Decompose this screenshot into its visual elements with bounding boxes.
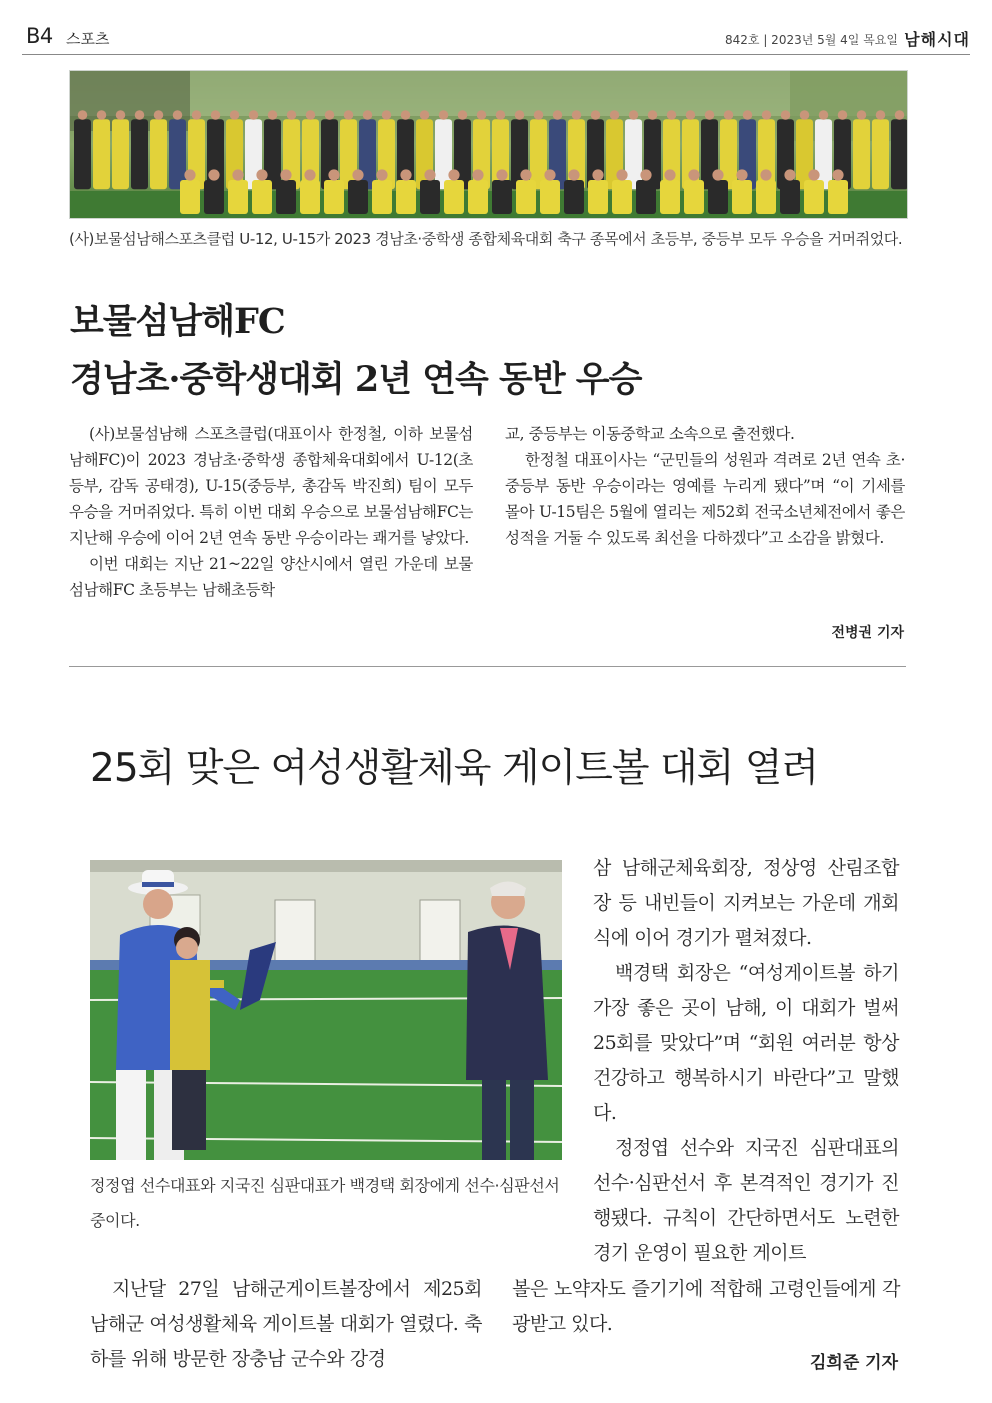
paragraph: 삼 남해군체육회장, 정상영 산림조합장 등 내빈들이 지켜보는 가운데 개회식에 이어 경기가 펼쳐졌다. (593, 857, 899, 949)
paragraph: 정정엽 선수와 지국진 심판대표의 선수·심판선서 후 본격적인 경기가 진행됐다. 규칙이 간단하면서도 노련한 경기 운영이 필요한 게이트 (593, 1137, 899, 1264)
team-group-photo (69, 70, 908, 219)
paragraph: 볼은 노약자도 즐기기에 적합해 고령인들에게 각광받고 있다. (512, 1278, 900, 1335)
section-name: 스포츠 (66, 30, 110, 48)
photo-caption: 정정엽 선수대표와 지국진 심판대표가 백경택 회장에게 선수·심판선서 중이다. (90, 1176, 560, 1230)
paragraph: 교, 중등부는 이동중학교 소속으로 출전했다. (505, 425, 795, 443)
issue-info: 842호 | 2023년 5월 4일 목요일 (725, 33, 898, 47)
paragraph: 지난달 27일 남해군게이트볼장에서 제25회 남해군 여성생활체육 게이트볼 대회가 열렸다. 축하를 위해 방문한 장충남 군수와 강경 (90, 1278, 482, 1370)
oath-ceremony-photo (90, 860, 562, 1160)
paragraph: (사)보물섬남해 스포츠클럽(대표이사 한정철, 이하 보물섬남해FC)이 2023 경남초·중학생 종합체육대회에서 U-12(초등부, 감독 공태경), U-15(중등부, 총감독 박진희) 팀이 모두 우승을 거머쥐었다. 특히 이번 대회 우승으로 보물섬남해FC는 지난해 우승에 이어 2년 연속 동반 우승이라는 쾌거를 낳았다. (69, 425, 473, 547)
article-column-bottom-right (512, 1272, 900, 1342)
article-column-2 (505, 421, 905, 551)
paragraph: 이번 대회는 지난 21~22일 양산시에서 열린 가운데 보물섬남해FC 초등부는 남해초등학 (69, 555, 473, 599)
photo-caption: (사)보물섬남해스포츠클럽 U-12, U-15가 2023 경남초·중학생 종합체육대회 축구 종목에서 초등부, 중등부 모두 우승을 거머쥐었다. (69, 230, 903, 248)
article-subheadline: 경남초·중학생대회 2년 연속 동반 우승 (70, 359, 642, 400)
reporter-byline: 전병권 기자 (831, 625, 904, 641)
newspaper-logo: 남해시대 (904, 30, 970, 49)
article-column-1 (69, 421, 473, 603)
article-headline: 보물섬남해FC (70, 301, 285, 342)
paragraph: 백경택 회장은 “여성게이트볼 하기 가장 좋은 곳이 남해, 이 대회가 벌써 25회를 맞았다”며 “회원 여러분 항상 건강하고 행복하시기 바란다”고 말했다. (593, 962, 899, 1124)
article-divider (69, 666, 906, 667)
page-number: B4 (26, 24, 53, 48)
article-column-bottom-left (90, 1272, 482, 1377)
article-column-right (593, 851, 899, 1271)
article-headline: 25회 맞은 여성생활체육 게이트볼 대회 열려 (90, 746, 819, 791)
paragraph: 한정철 대표이사는 “군민들의 성원과 격려로 2년 연속 초·중등부 동반 우승이라는 영예를 누리게 됐다”며 “이 기세를 몰아 U-15팀은 5월에 열리는 제52회 전국소년체전에서 좋은 성적을 거둘 수 있도록 최선을 다하겠다”고 소감을 밝혔다. (505, 451, 905, 547)
header-rule (22, 54, 970, 55)
reporter-byline: 김희준 기자 (809, 1353, 898, 1373)
